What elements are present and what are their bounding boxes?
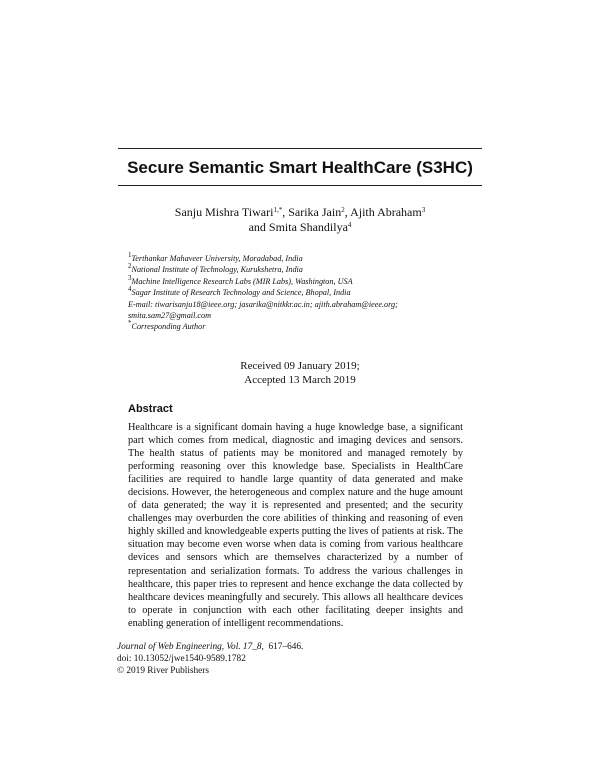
copyright: © 2019 River Publishers bbox=[117, 666, 210, 676]
affiliation-mark: 1 bbox=[128, 251, 132, 259]
affiliation-mark: 3 bbox=[128, 273, 132, 282]
corresponding-text: Corresponding Author bbox=[131, 322, 206, 332]
abstract-heading: Abstract bbox=[128, 403, 173, 415]
author-name: Ajith Abraham bbox=[350, 205, 422, 219]
title-bottom-rule bbox=[118, 185, 482, 186]
author-line-1 bbox=[118, 205, 482, 220]
corresponding-note bbox=[128, 321, 468, 332]
journal-citation bbox=[117, 641, 477, 653]
affiliation-mark: 4 bbox=[128, 285, 132, 294]
journal-name: Journal of Web Engineering, Vol. 17_8, bbox=[117, 642, 264, 652]
affiliation-mark: 2 bbox=[128, 262, 132, 271]
affiliation-text: Sagar Institute of Research Technology and Science, Bhopal, India bbox=[131, 288, 351, 298]
author-name: and Smita Shandilya bbox=[248, 220, 348, 234]
author-block bbox=[118, 205, 482, 235]
author-affil-mark: 4 bbox=[347, 221, 352, 229]
journal-footer bbox=[117, 641, 477, 677]
author-affil-mark: 3 bbox=[421, 206, 426, 214]
affiliation-text: Machine Intelligence Research Labs (MIR Labs), Washington, USA bbox=[131, 276, 353, 286]
author-affil-mark: 1,* bbox=[273, 206, 283, 214]
abstract-body: Healthcare is a significant domain having a huge knowledge base, a significant part which comes from medical, diagnostic and imaging devices and sensors. The health status of patients may be monitored and managed remotely by performing reasoning over this knowledge base. Specialists in HealthCare facilities are required to handle large quantity of data generated and make decisions. However, the heterogeneous and complex nature and the huge amount of data generated; the way it is represented and presented; and the security challenges may overburden the core abilities of thinking and reasoning of even highly skilled and knowledgeable experts putting the lives of patients at risk. The situation may become even worse when data is coming from various healthcare devices and sensors which are themselves characterized by a number of representation and serialization formats. To address the various challenges in healthcare, this paper tries to represent and hence exchange the data collected by healthcare devices meaningfully and securely. This allows all healthcare devices to operate in conjunction with each other facilitating deeper insights and enabling generation of intelligent recommendations. bbox=[128, 422, 463, 629]
paper-title: Secure Semantic Smart HealthCare (S3HC) bbox=[127, 158, 473, 177]
author-name: Sanju Mishra Tiwari bbox=[174, 205, 274, 219]
received-date: Received 09 January 2019; bbox=[240, 360, 360, 372]
affiliation-item bbox=[128, 253, 468, 264]
affiliation-item bbox=[128, 287, 468, 298]
corresponding-mark: * bbox=[128, 319, 132, 328]
affiliation-item bbox=[128, 264, 468, 275]
affiliation-text: Terthankar Mahaveer University, Moradabad, India bbox=[131, 254, 303, 263]
affiliations bbox=[128, 253, 468, 333]
author-separator: , bbox=[344, 205, 351, 219]
email-line: smita.sam27@gmail.com bbox=[128, 311, 212, 321]
author-affil-mark: 2 bbox=[341, 206, 345, 214]
dates-block bbox=[118, 359, 482, 387]
journal-pages: 617–646. bbox=[268, 642, 304, 652]
affiliation-text: National Institute of Technology, Kurukshetra, India bbox=[131, 265, 303, 275]
email-line: E-mail: tiwarisanju18@ieee.org; jasarika@nitkkr.ac.in; ajith.abraham@ieee.org; bbox=[128, 299, 398, 309]
author-separator: , bbox=[282, 205, 289, 219]
doi: doi: 10.13052/jwe1540-9589.1782 bbox=[117, 654, 246, 664]
accepted-date: Accepted 13 March 2019 bbox=[244, 374, 356, 386]
affiliation-item bbox=[128, 273, 468, 287]
author-line-2 bbox=[118, 220, 482, 235]
title-top-rule bbox=[118, 148, 482, 149]
author-name: Sarika Jain bbox=[288, 205, 342, 219]
